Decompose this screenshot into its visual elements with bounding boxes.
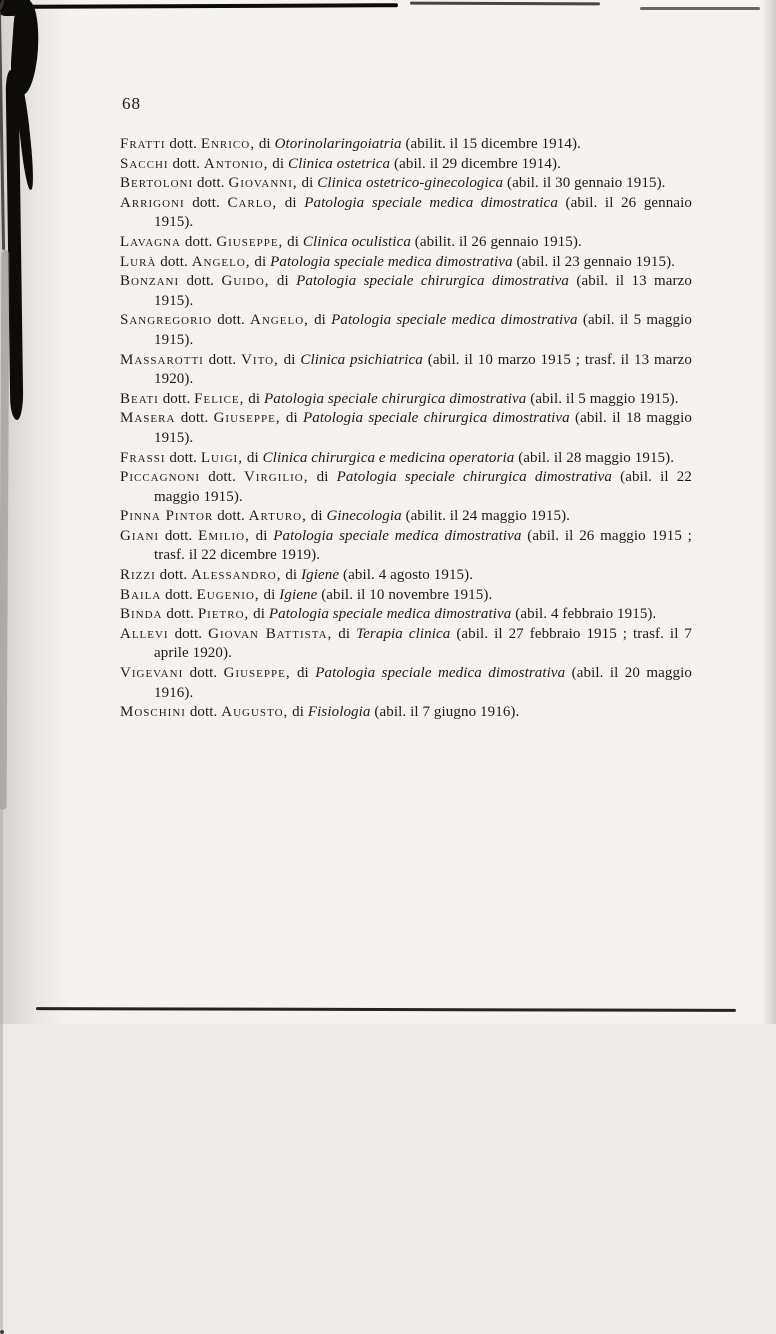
entry-specialty: Clinica ostetrica [288, 155, 391, 172]
entry-surname: Masera [120, 410, 176, 427]
entry-detail: (abil. il 10 marzo 1915 ; trasf. il 13 marzo 1920). [154, 351, 693, 388]
entry-surname: Baila [120, 586, 162, 603]
faculty-entry [120, 703, 692, 723]
entry-detail: (abilit. il 26 gennaio 1915). [414, 233, 582, 250]
scan-artifact-speck [0, 1330, 4, 1334]
entry-surname: Bonzani [120, 273, 180, 290]
entry-title: dott. [162, 390, 191, 407]
faculty-entry [120, 586, 692, 606]
entry-title: dott. [169, 449, 197, 466]
entry-specialty: Patologia speciale chirurgica dimostrativa [336, 469, 612, 486]
entry-specialty: Clinica psichiatrica [300, 351, 423, 368]
faculty-entry [120, 390, 692, 410]
entry-surname: Sangregorio [120, 312, 213, 329]
entry-surname: Fratti [120, 136, 166, 152]
entry-title: dott. [192, 194, 220, 211]
entry-title: dott. [189, 665, 218, 682]
faculty-entry-list [120, 135, 692, 723]
entry-detail: (abil. il 27 febbraio 1915 ; trasf. il 7 aprile 1920). [154, 625, 693, 662]
entry-detail: (abil. il 5 maggio 1915). [530, 390, 679, 407]
entry-specialty: Patologia speciale medica dimostrativa [315, 665, 566, 682]
page-number: 68 [122, 94, 141, 113]
entry-connector: di [255, 527, 268, 544]
entry-title: dott. [180, 410, 209, 427]
entry-title: dott. [169, 136, 197, 152]
faculty-entry [120, 155, 692, 175]
entry-connector: di [296, 665, 309, 682]
entry-given-name: Carlo, [227, 194, 278, 211]
entry-surname: Giani [120, 527, 160, 544]
faculty-entry [120, 468, 692, 507]
text-column [120, 94, 692, 723]
entry-title: dott. [172, 155, 201, 172]
entry-surname: Lurà [120, 253, 157, 270]
entry-given-name: Pietro, [197, 606, 250, 623]
entry-given-name: Giovan Battista, [208, 625, 333, 642]
page-edge-shadow-right [762, 0, 776, 1024]
entry-connector: di [287, 233, 300, 250]
entry-specialty: Clinica oculistica [302, 233, 411, 250]
entry-title: dott. [217, 508, 245, 525]
entry-specialty: Patologia speciale medica dimostratica [304, 194, 558, 211]
faculty-entry [120, 409, 692, 448]
entry-title: dott. [189, 704, 218, 721]
entry-given-name: Giovanni, [228, 175, 298, 192]
entry-title: dott. [208, 351, 237, 368]
entry-detail: (abil. il 30 gennaio 1915). [507, 175, 666, 192]
entry-connector: di [248, 390, 261, 407]
entry-given-name: Augusto, [221, 704, 289, 721]
entry-detail: (abil. il 22 maggio 1915). [154, 469, 692, 505]
entry-surname: Bertoloni [120, 175, 194, 192]
entry-surname: Piccagnoni [120, 469, 201, 486]
entry-surname: Allevi [120, 625, 169, 642]
entry-detail: (abil. il 26 maggio 1915 ; trasf. il 22 dicembre 1919). [154, 527, 692, 564]
entry-specialty: Ginecologia [326, 508, 402, 525]
entry-specialty: Igiene [301, 567, 340, 584]
entry-surname: Binda [120, 606, 163, 623]
entry-connector: di [284, 194, 297, 211]
entry-surname: Rizzi [120, 567, 156, 584]
entry-connector: di [276, 273, 289, 290]
entry-connector: di [246, 449, 259, 466]
faculty-entry [120, 194, 692, 233]
entry-detail: (abil. il 5 maggio 1915). [154, 312, 692, 348]
faculty-entry [120, 566, 692, 586]
faculty-entry [120, 174, 692, 194]
entry-surname: Beati [120, 390, 159, 407]
entry-detail: (abil. il 10 novembre 1915). [321, 586, 493, 603]
entry-connector: di [310, 508, 323, 525]
entry-title: dott. [165, 586, 193, 603]
entry-detail: (abilit. il 15 dicembre 1914). [405, 136, 581, 152]
entry-title: dott. [186, 273, 215, 290]
entry-connector: di [314, 312, 326, 329]
entry-surname: Vigevani [120, 665, 184, 682]
entry-surname: Lavagna [120, 233, 181, 250]
scan-artifact-top-line [640, 7, 760, 10]
entry-title: dott. [174, 625, 203, 642]
entry-title: dott. [197, 175, 225, 192]
entry-surname: Moschini [120, 704, 186, 721]
entry-detail: (abil. il 13 marzo 1915). [154, 273, 692, 309]
entry-given-name: Angelo, [191, 253, 251, 270]
faculty-entry [120, 527, 692, 566]
entry-connector: di [254, 253, 267, 270]
entry-specialty: Patologia speciale medica dimostrativa [270, 253, 513, 270]
entry-given-name: Virgilio, [243, 469, 309, 486]
entry-detail: (abil. il 23 gennaio 1915). [516, 253, 676, 270]
entry-given-name: Enrico, [200, 136, 255, 152]
entry-surname: Pinna Pintor [120, 508, 214, 525]
entry-title: dott. [164, 527, 193, 544]
entry-given-name: Emilio, [198, 527, 250, 544]
entry-detail: (abil. 4 febbraio 1915). [515, 606, 657, 623]
entry-specialty: Patologia speciale medica dimostrativa [268, 606, 512, 623]
entry-specialty: Fisiologia [307, 704, 371, 721]
entry-connector: di [272, 155, 285, 172]
entry-connector: di [253, 606, 266, 623]
scan-artifact-bottom-line [36, 1007, 736, 1012]
entry-connector: di [263, 586, 276, 603]
entry-surname: Sacchi [120, 155, 169, 172]
entry-specialty: Patologia speciale chirurgica dimostrativa [303, 410, 570, 427]
entry-given-name: Luigi, [200, 449, 243, 466]
entry-detail: (abil. il 26 gennaio 1915). [154, 194, 693, 231]
entry-title: dott. [159, 567, 188, 584]
faculty-entry [120, 664, 692, 703]
entry-specialty: Patologia speciale medica dimostrativa [331, 312, 578, 329]
entry-specialty: Terapia clinica [356, 625, 451, 642]
entry-connector: di [338, 625, 351, 642]
faculty-entry [120, 233, 692, 253]
faculty-entry [120, 272, 692, 311]
entry-specialty: Patologia speciale chirurgica dimostrativa [264, 390, 527, 407]
entry-specialty: Igiene [279, 586, 318, 603]
entry-detail: (abilit. il 24 maggio 1915). [405, 508, 571, 525]
entry-specialty: Otorinolaringoiatria [274, 136, 402, 152]
entry-detail: (abil. il 18 maggio 1915). [154, 410, 693, 446]
faculty-entry [120, 311, 692, 350]
entry-surname: Frassi [120, 449, 166, 466]
entry-detail: (abil. il 7 giugno 1916). [374, 704, 520, 721]
faculty-entry [120, 605, 692, 625]
entry-specialty: Patologia speciale medica dimostrativa [273, 527, 522, 544]
faculty-entry [120, 253, 692, 273]
entry-connector: di [285, 567, 298, 584]
scan-artifact-page-edges [0, 810, 3, 1330]
faculty-entry [120, 449, 692, 469]
entry-given-name: Vito, [241, 351, 279, 368]
scan-artifact-top-line [410, 2, 600, 6]
entry-given-name: Angelo, [250, 312, 309, 329]
entry-specialty: Patologia speciale chirurgica dimostrativa [296, 273, 570, 290]
entry-given-name: Eugenio, [196, 586, 260, 603]
entry-detail: (abil. il 20 maggio 1916). [154, 665, 692, 701]
entry-connector: di [285, 410, 298, 427]
entry-connector: di [283, 351, 296, 368]
entry-title: dott. [166, 606, 194, 623]
faculty-entry [120, 135, 692, 155]
entry-given-name: Giuseppe, [223, 665, 291, 682]
entry-given-name: Arturo, [248, 508, 307, 525]
entry-given-name: Alessandro, [191, 567, 282, 584]
entry-surname: Arrigoni [120, 194, 185, 211]
entry-specialty: Clinica chirurgica e medicina operatoria [262, 449, 515, 466]
entry-connector: di [292, 704, 304, 721]
faculty-entry [120, 507, 692, 527]
entry-surname: Massarotti [120, 351, 204, 368]
entry-title: dott. [184, 233, 213, 250]
entry-title: dott. [208, 469, 236, 486]
entry-given-name: Guido, [221, 273, 270, 290]
entry-connector: di [258, 136, 271, 152]
scan-artifact-top-line [28, 3, 398, 9]
entry-given-name: Felice, [194, 390, 245, 407]
entry-given-name: Antonio, [203, 155, 269, 172]
entry-given-name: Giuseppe, [213, 410, 281, 427]
entry-specialty: Clinica ostetrico-ginecologica [317, 175, 504, 192]
entry-connector: di [301, 175, 314, 192]
entry-detail: (abil. il 28 maggio 1915). [518, 449, 675, 466]
entry-detail: (abil. 4 agosto 1915). [343, 567, 474, 584]
entry-given-name: Giuseppe, [216, 233, 284, 250]
faculty-entry [120, 351, 692, 390]
entry-detail: (abil. il 29 dicembre 1914). [394, 155, 561, 172]
entry-title: dott. [217, 312, 245, 329]
faculty-entry [120, 625, 692, 664]
entry-title: dott. [160, 253, 188, 270]
entry-connector: di [316, 469, 329, 486]
